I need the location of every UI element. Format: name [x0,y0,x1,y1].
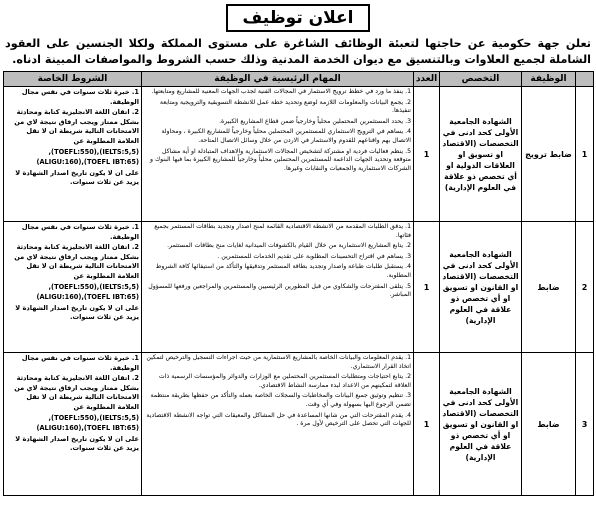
requirement-item: 1. خبرة ثلاث سنوات في نفس مجال الوظيفة. [21,354,139,372]
requirement-item: على ان لا يكون تاريخ اصدار الشهادة لا يزيد عن ثلاث سنوات. [15,168,139,187]
header-count: العدد [414,72,440,87]
header-requirements: الشروط الخاصة [4,72,142,87]
task-item: 3. يحدد المستثمرين المحتملين محلياً وخارجياً ضمن قطاع المشاريع الكبيرة. [219,117,411,125]
count-cell: 1 [414,353,440,496]
task-item: 1. يقدم المعلومات والبيانات الخاصة بالمشاريع الاستثمارية من حيث اجراءات التسجيل والترخيص لتمكين اتخاذ القرار الاستثماري. [146,354,411,370]
task-item: 2. يتابع المشاريع الاستثمارية من خلال القيام بالكشوفات الميدانية لغايات منح بطاقات المستثمر. [167,242,411,250]
task-item: 5. ينظم فعاليات فردية او مشتركة لتشخيص المجالات الاستثمارية والاهداف المتبادلة او أية مشاكل متوقعة وتحديد الجهات الداعمة للمستثمرين المحتملين محلياً وخارجياً للمشاريع الكبيرة بما فيها البنوك و الشركات الاستثمارية والجمعيات والنقابات وغيرها. [150,147,411,172]
task-item: 1. ينفذ ما ورد في خطط ترويج الاستثمار في المجالات الفنية لجذب الجهات المعنية للمشاريع ومتابعتها. [151,88,411,95]
header-number [576,72,594,87]
requirement-item: (IELTS:5,5),(TOEFL:550), [48,147,139,156]
requirement-item: 1. خبرة ثلاث سنوات في نفس مجال الوظيفة. [21,223,139,241]
specialty-cell: الشهادة الجامعية الأولى كحد ادنى في التخصصات (الاقتصاد او القانون او تسويق او أي تخصص ذو علاقة في العلوم الإدارية) [440,222,522,353]
job-title: ضابط ترويج [522,87,576,222]
task-item: 4. يقدم المقترحات التي من شانها المساعدة في حل المشاكل والمعيقات التي تواجه الانشطة الاقتصادية للجهات التي تحصل على الترخيص لأول مرة . [146,411,411,428]
tasks-cell [142,222,414,353]
requirement-item: (IELTS:5,5),(TOEFL:550), [48,282,139,291]
header-specialty: التخصص [440,72,522,87]
header-job: الوظيفة [522,72,576,87]
job-title: ضابط [522,353,576,496]
requirement-item: 2. اتقان اللغة الانجليزية كتابة ومحادثة بشكل ممتاز ويجب ارفاق نتيجة لاي من الامتحانات التالية شريطة ان لا تقل العلامة المطلوبة عن [14,374,139,411]
requirement-item: (IELTS:5,5),(TOEFL:550), [48,413,139,422]
table-row [4,87,594,222]
requirement-item: (TOEFL IBT:65),(ALIGU:160) [36,158,139,167]
announcement-intro: تعلن جهة حكومية عن حاجتها لتعبئة الوظائف الشاغرة على مستوى المملكة ولكلا الجنسين على العقود الشاملة لجميع العلاوات وبالتنسيق مع ديوان الخدمة المدنية وذلك حسب الشروط والمواصفات المبينة ادناه. [5,37,591,66]
task-item: 5. يتلقى المقترحات والشكاوي من قبل المطورين الرئيسيين والمستثمرين والمراجعين ورفعها للمسؤول المباشر. [148,282,411,299]
requirements-cell [4,353,142,496]
requirement-item: (TOEFL IBT:65),(ALIGU:160) [36,293,139,302]
requirement-item: 2. اتقان اللغة الانجليزية كتابة ومحادثة بشكل ممتاز ويجب ارفاق نتيجة لاي من الامتحانات التالية شريطة ان لا تقل العلامة المطلوبة عن [14,108,139,145]
requirement-item: 1. خبرة ثلاث سنوات في نفس مجال الوظيفة. [21,88,139,106]
count-cell: 1 [414,222,440,353]
row-number: 3 [576,353,594,496]
jobs-table [3,71,594,496]
task-item: 3. يساهم في اقتراح التحسينات المطلوبة على تقديم الخدمات للمستثمرين . [217,252,411,260]
specialty-cell: الشهادة الجامعية الأولى كحد ادنى في التخصصات (الاقتصاد او القانون او تسويق او أي تخصص ذو علاقة في العلوم الإدارية) [440,353,522,496]
tasks-cell [142,353,414,496]
row-number: 2 [576,222,594,353]
task-item: 2. يجمع البيانات والمعلومات اللازمة لوضع وتحديد خطة عمل للانشطة التسويقية والترويجية ومتابعة تنفيذها. [159,98,411,115]
header-tasks: المهام الرئيسية في الوظيفة [142,72,414,87]
count-cell: 1 [414,87,440,222]
task-item: 1. يدقق الطلبات المقدمة من الانشطة الاقتصادية القائمة لمنح اصدار وتجديد بطاقات المستثمر بجميع فئاتها. [154,223,411,239]
task-item: 4. يستقبل طلبات طباعة واصدار وتجديد بطاقة المستثمر وتدقيقها والتأكد من استيفائها كافة الشروط المطلوبة. [155,263,411,279]
table-row [4,353,594,496]
job-title: ضابط [522,222,576,353]
requirement-item: 2. اتقان اللغة الانجليزية كتابة ومحادثة بشكل ممتاز ويجب ارفاق نتيجة لاي من الامتحانات التالية شريطة ان لا تقل العلامة المطلوبة عن [14,243,139,280]
announcement-title: اعلان توظيف [226,4,370,32]
tasks-cell [142,87,414,222]
requirement-item: (TOEFL IBT:65),(ALIGU:160) [36,424,139,433]
task-item: 4. يساهم في الترويج الاستثماري للمستثمرين المحتملين محلياً وخارجياً للمشاريع الكبيرة ، ومحاولة الاتصال بهم واقناعهم للقدوم والاستثمار في الاردن من خلال وسائل الاتصال المتاحة. [161,128,411,144]
table-header-row [4,72,594,87]
task-item: 2. يتابع احتياجات ومتطلبات المستثمرين المحتملين مع الوزارات والدوائر والمؤسسات الرسمية ذات العلاقة لتمكينهم من الاعداد لبدء ممارسة النشاط الاقتصادي. [158,373,411,389]
requirement-item: على ان لا يكون تاريخ اصدار الشهادة لا يزيد عن ثلاث سنوات. [15,434,139,453]
requirements-cell [4,87,142,222]
row-number: 1 [576,87,594,222]
table-row [4,222,594,353]
task-item: 3. تنظيم وتوثيق جميع البيانات والمخاطبات والسجلات الخاصة بعمله والتأكد من حفظها بطريقة منتظمة تضمن الرجوع اليها بسهولة وفي أي وقت. [150,392,411,408]
specialty-cell: الشهادة الجامعية الأولى كحد ادنى في التخصصات (الاقتصاد او تسويق او العلاقات الدولية او أي تخصص ذو علاقة في العلوم الإدارية) [440,87,522,222]
requirements-cell [4,222,142,353]
requirement-item: على ان لا يكون تاريخ اصدار الشهادة لا يزيد عن ثلاث سنوات. [15,303,139,322]
